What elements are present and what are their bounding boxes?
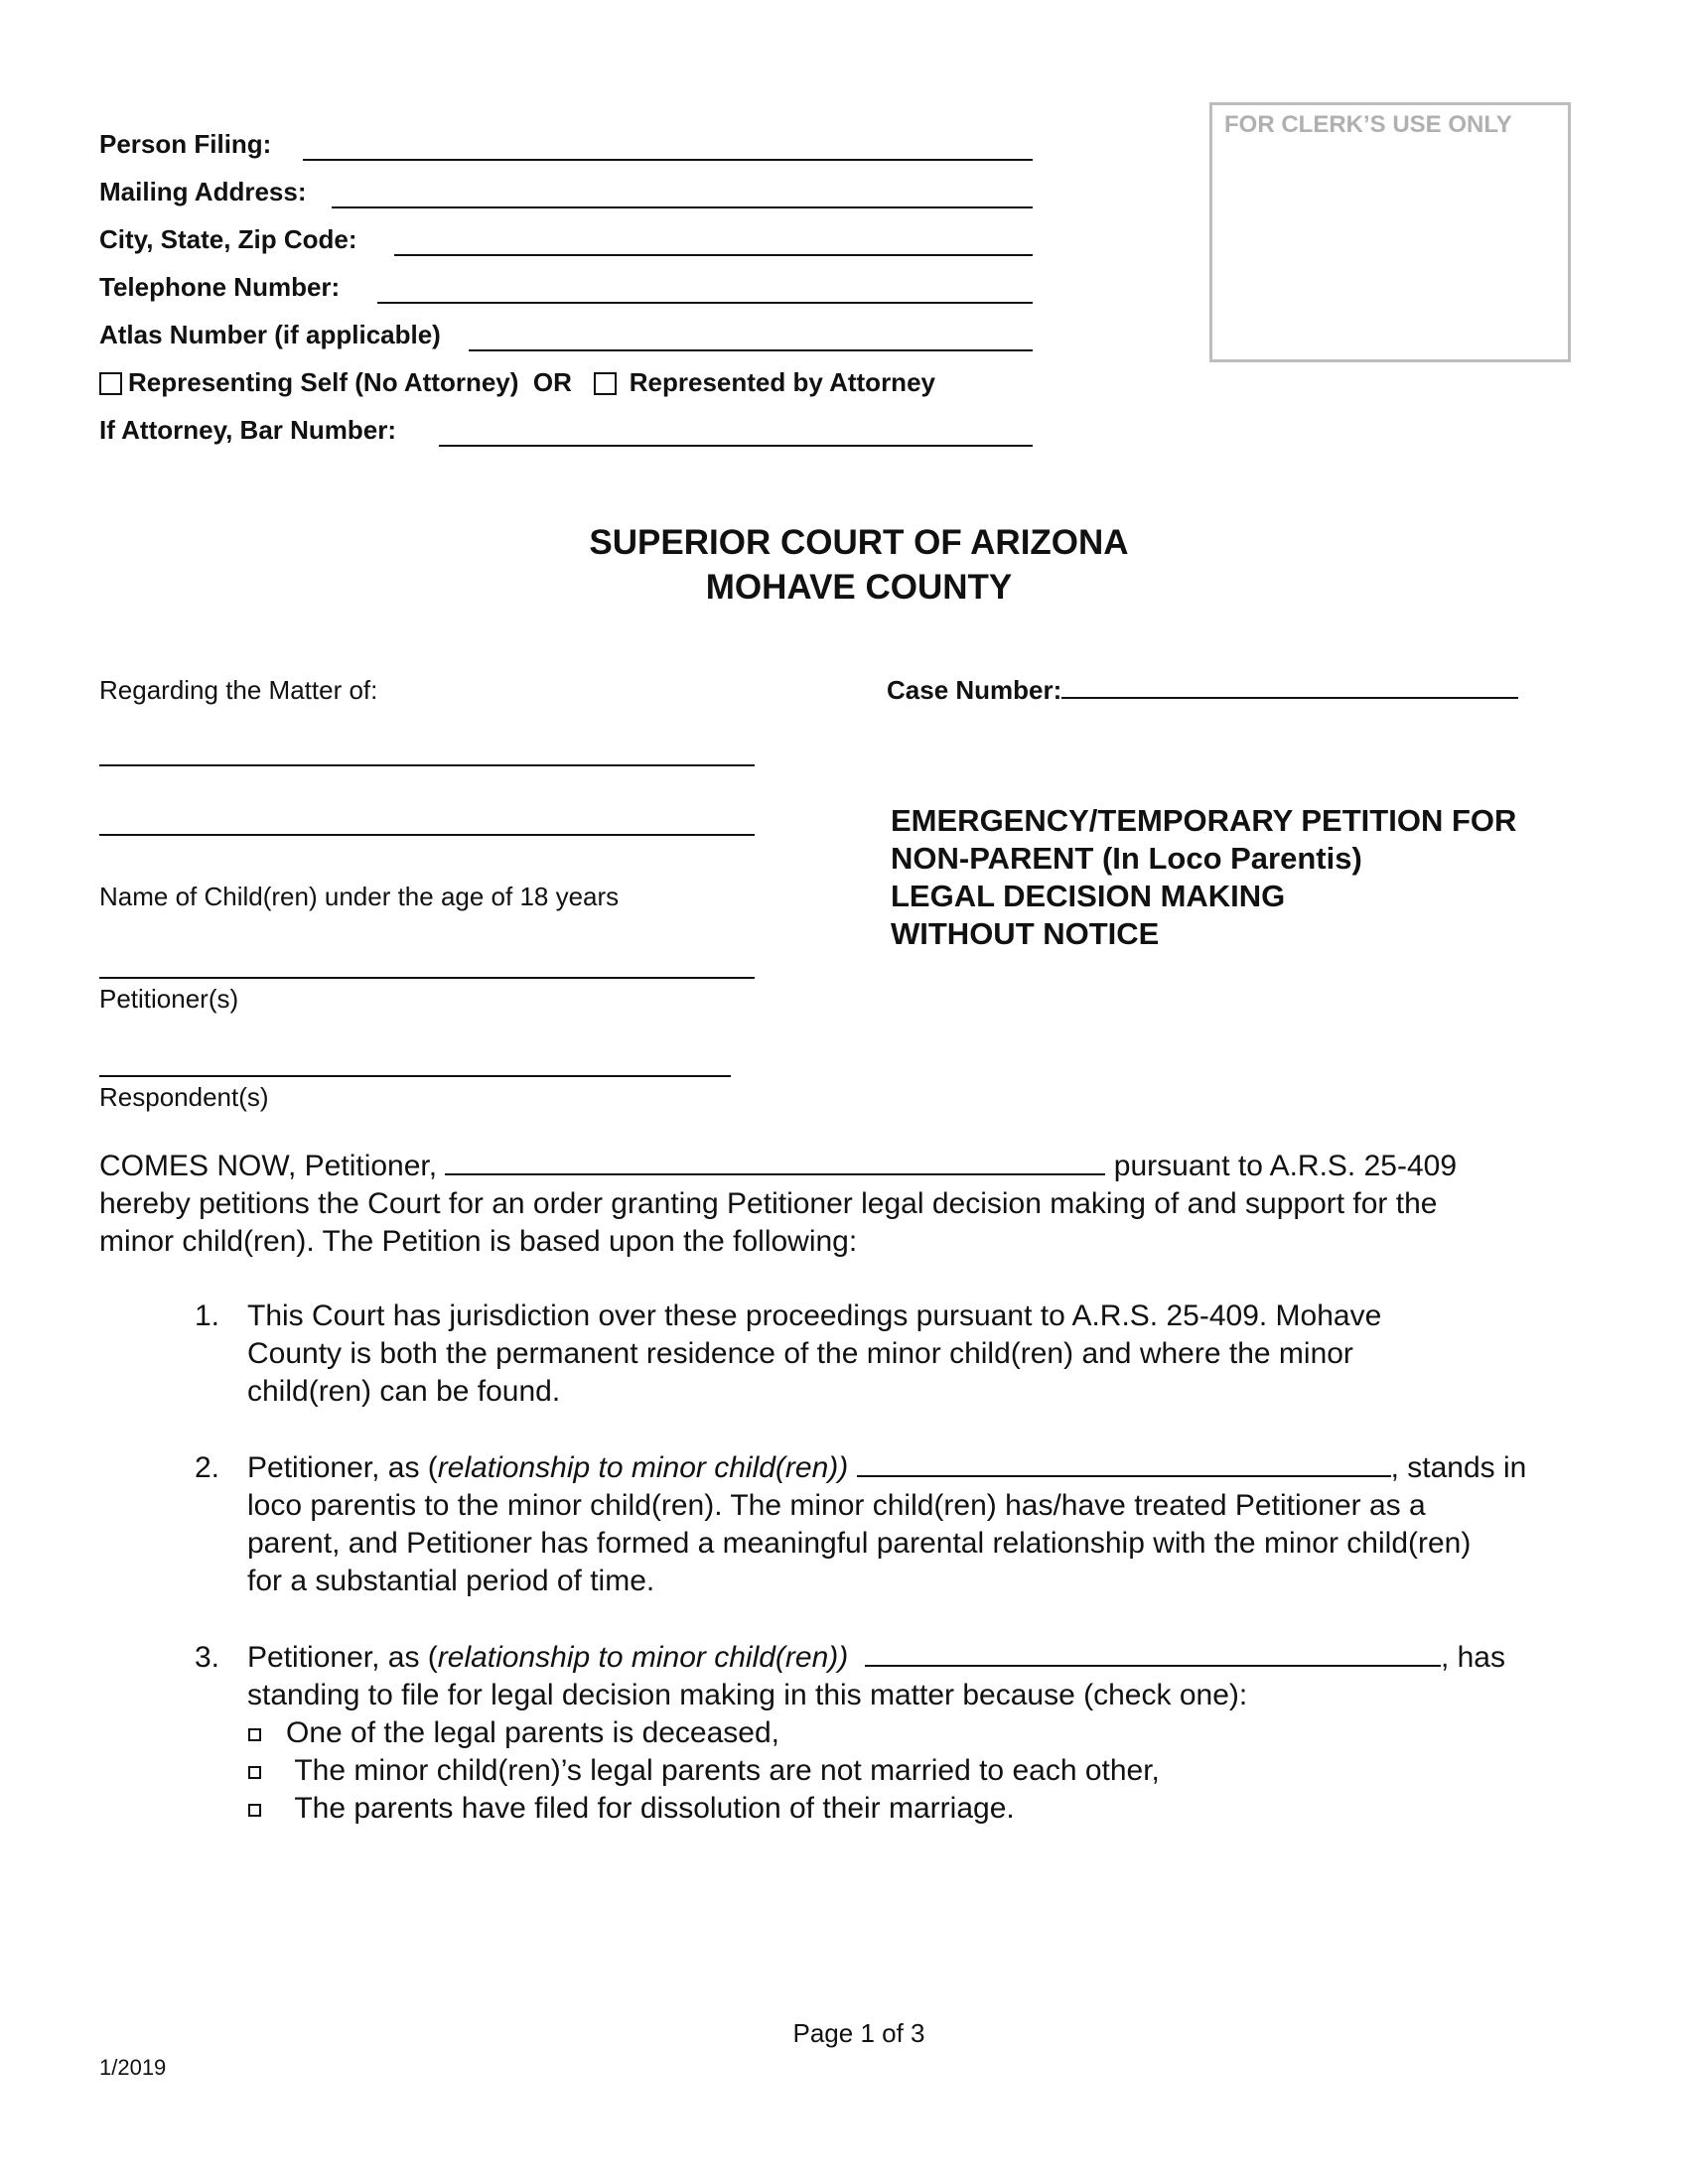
item-3-pre: Petitioner, as ( bbox=[247, 1641, 438, 1674]
item-3-number: 3. bbox=[195, 1641, 220, 1674]
court-heading bbox=[0, 520, 1688, 610]
item-1-line-2: County is both the permanent residence of the minor child(ren) and where the minor bbox=[247, 1337, 1353, 1370]
item-1 bbox=[195, 1297, 1605, 1417]
case-number-label: Case Number: bbox=[887, 675, 1062, 705]
item-2-number: 2. bbox=[195, 1451, 220, 1484]
item-1-line-1: This Court has jurisdiction over these proceedings pursuant to A.R.S. 25-409. Mohave bbox=[247, 1299, 1382, 1332]
city-state-zip-field[interactable] bbox=[394, 254, 1033, 256]
represented-by-attorney-checkbox[interactable] bbox=[594, 372, 617, 395]
atlas-field[interactable] bbox=[469, 349, 1033, 351]
person-filing-row bbox=[99, 129, 1033, 177]
or-label: OR bbox=[532, 367, 572, 397]
option-dissolution-checkbox[interactable] bbox=[248, 1804, 261, 1817]
case-number bbox=[887, 675, 1518, 706]
court-county: MOHAVE COUNTY bbox=[705, 568, 1013, 607]
item-1-text bbox=[247, 1297, 1381, 1411]
clerk-use-label: FOR CLERK’S USE ONLY bbox=[1224, 111, 1512, 138]
title-line-2: NON-PARENT (In Loco Parentis) bbox=[891, 841, 1362, 876]
regarding-label: Regarding the Matter of: bbox=[99, 675, 378, 705]
intro-paragraph bbox=[99, 1148, 1609, 1261]
item-2-line-2: loco parentis to the minor child(ren). The minor child(ren) has/have treated Petitioner as a bbox=[247, 1489, 1426, 1522]
item-2-italic: relationship to minor child(ren)) bbox=[437, 1451, 849, 1484]
item-2-relationship-field[interactable] bbox=[857, 1475, 1391, 1477]
representation-row bbox=[99, 367, 1033, 415]
city-state-zip-label: City, State, Zip Code: bbox=[99, 224, 357, 254]
atlas-row bbox=[99, 320, 1033, 367]
item-3-text bbox=[247, 1639, 1505, 1714]
page-number: Page 1 of 3 bbox=[792, 2018, 925, 2048]
respondents-label: Respondent(s) bbox=[99, 1082, 269, 1112]
mailing-address-field[interactable] bbox=[332, 206, 1033, 208]
representation-options bbox=[99, 367, 935, 398]
child-name-line-2[interactable] bbox=[99, 834, 755, 836]
option-dissolution-label: The parents have filed for dissolution of their marriage. bbox=[294, 1792, 1015, 1825]
item-2 bbox=[195, 1449, 1605, 1608]
telephone-row bbox=[99, 272, 1033, 320]
case-number-field[interactable] bbox=[1061, 697, 1518, 699]
item-1-number: 1. bbox=[195, 1299, 220, 1332]
item-3-line-1 bbox=[247, 1639, 1505, 1677]
petitioner-name-field[interactable] bbox=[445, 1173, 1105, 1175]
intro-line-2: hereby petitions the Court for an order granting Petitioner legal decision making of and support for the bbox=[99, 1187, 1438, 1220]
person-filing-label: Person Filing: bbox=[99, 129, 272, 159]
title-line-4: WITHOUT NOTICE bbox=[891, 916, 1160, 951]
intro-line-3: minor child(ren). The Petition is based upon the following: bbox=[99, 1225, 858, 1258]
item-2-post: , stands in bbox=[1390, 1451, 1527, 1484]
item-3-relationship-field[interactable] bbox=[865, 1665, 1441, 1667]
person-filing-field[interactable] bbox=[303, 159, 1033, 161]
item-3-line-2: standing to file for legal decision making in this matter because (check one): bbox=[247, 1679, 1248, 1711]
intro-comes-now: COMES NOW, Petitioner, bbox=[99, 1150, 438, 1182]
intro-line-1 bbox=[99, 1148, 1609, 1185]
mailing-address-row bbox=[99, 177, 1033, 224]
telephone-label: Telephone Number: bbox=[99, 272, 341, 302]
option-deceased bbox=[248, 1714, 1160, 1752]
title-line-1: EMERGENCY/TEMPORARY PETITION FOR bbox=[891, 803, 1517, 838]
representing-self-label: Representing Self (No Attorney) bbox=[128, 367, 519, 397]
telephone-field[interactable] bbox=[377, 302, 1033, 304]
item-2-line-3: parent, and Petitioner has formed a meaningful parental relationship with the minor child(ren) bbox=[247, 1527, 1472, 1560]
document-title bbox=[891, 802, 1516, 953]
option-deceased-checkbox[interactable] bbox=[248, 1728, 261, 1741]
option-not-married bbox=[248, 1752, 1160, 1790]
option-dissolution bbox=[248, 1790, 1160, 1828]
children-label: Name of Child(ren) under the age of 18 years bbox=[99, 882, 620, 911]
child-name-line-1[interactable] bbox=[99, 764, 755, 766]
mailing-address-label: Mailing Address: bbox=[99, 177, 307, 206]
item-3-options bbox=[248, 1714, 1160, 1828]
court-name: SUPERIOR COURT OF ARIZONA bbox=[589, 523, 1129, 562]
item-3-italic: relationship to minor child(ren)) bbox=[437, 1641, 849, 1674]
bar-number-field[interactable] bbox=[439, 445, 1033, 447]
item-2-line-4: for a substantial period of time. bbox=[247, 1565, 655, 1597]
item-2-pre: Petitioner, as ( bbox=[247, 1451, 438, 1484]
item-2-line-1 bbox=[247, 1449, 1526, 1487]
form-version: 1/2019 bbox=[99, 2055, 167, 2080]
title-line-3: LEGAL DECISION MAKING bbox=[891, 879, 1286, 913]
option-not-married-checkbox[interactable] bbox=[248, 1766, 261, 1779]
respondent-line[interactable] bbox=[99, 1075, 731, 1077]
clerk-use-box bbox=[1209, 102, 1571, 362]
filer-info bbox=[99, 129, 1033, 463]
atlas-label: Atlas Number (if applicable) bbox=[99, 320, 441, 349]
bar-number-label: If Attorney, Bar Number: bbox=[99, 415, 397, 445]
intro-pursuant: pursuant to A.R.S. 25-409 bbox=[1113, 1150, 1458, 1182]
option-deceased-label: One of the legal parents is deceased, bbox=[286, 1716, 780, 1749]
city-state-zip-row bbox=[99, 224, 1033, 272]
item-3-post: , has bbox=[1440, 1641, 1505, 1674]
item-2-text bbox=[247, 1449, 1526, 1600]
item-1-line-3: child(ren) can be found. bbox=[247, 1375, 561, 1408]
petitioner-line[interactable] bbox=[99, 977, 755, 979]
petitioners-label: Petitioner(s) bbox=[99, 984, 239, 1014]
representing-self-checkbox[interactable] bbox=[99, 372, 122, 395]
option-not-married-label: The minor child(ren)’s legal parents are not married to each other, bbox=[294, 1754, 1160, 1787]
represented-by-attorney-label: Represented by Attorney bbox=[629, 367, 935, 397]
bar-number-row bbox=[99, 415, 1033, 463]
